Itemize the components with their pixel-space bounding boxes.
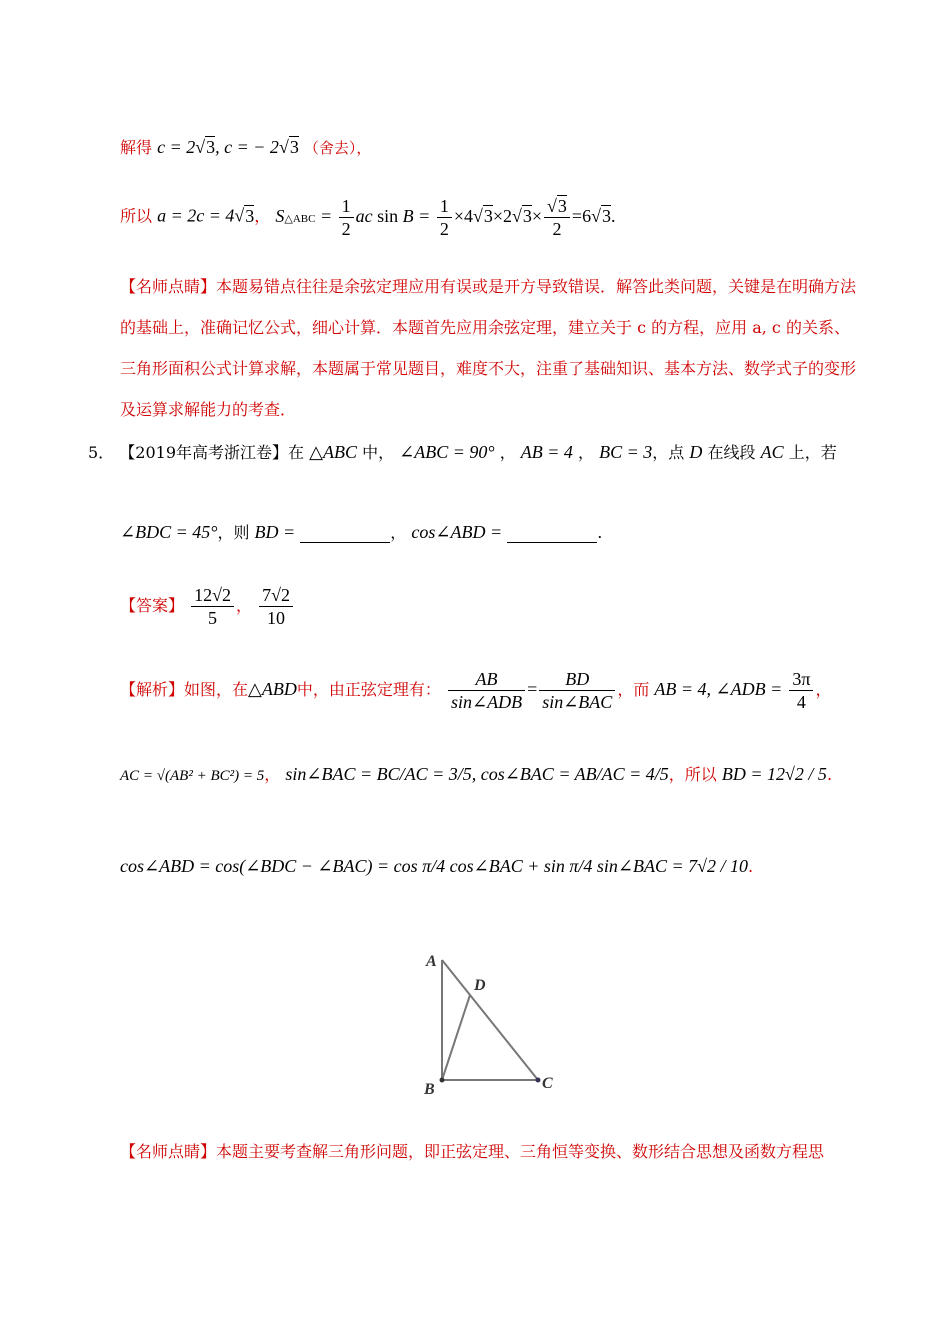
- line2-prefix: 所以: [120, 206, 153, 226]
- f2-den: sin∠BAC: [542, 692, 613, 712]
- teacher-note-2: [120, 1131, 865, 1172]
- problem-bc: BC = 3: [599, 442, 653, 462]
- problem-5-line-1: 5． 【2019年高考浙江卷】在 △ABC 中， ∠ABC = 90° ， AB = 4 ， BC = 3，点 D 在线段 AC 上，若: [88, 442, 837, 462]
- f1-num: AB: [448, 668, 525, 691]
- line1-suffix: （舍去），: [303, 139, 372, 157]
- answer-2-num: 7√2: [259, 584, 293, 607]
- note1-text: 本题易错点往往是余弦定理应用有误或是开方导致错误．解答此类问题，关键是在明确方法的基础上，准确记忆公式，细心计算．本题首先应用余弦定理，建立关于 c 的方程，应用 a, c 的关系、三角形面积公式计算求解，本题属于常见题目，难度不大，注重了基础知识、基本方法、数学式子的变形及运算求解能力的考查．: [120, 277, 857, 419]
- line1-prefix: 解得: [120, 138, 153, 157]
- bd-question: BD =: [254, 522, 296, 542]
- sine-law-left: [448, 668, 525, 713]
- point-b: [440, 1078, 445, 1083]
- note2-text: 本题主要考查解三角形问题，即正弦定理、三角恒等变换、数形结合思想及函数方程思: [216, 1142, 825, 1161]
- teacher-note-1: [120, 266, 865, 430]
- analysis-text-3: ，而: [617, 680, 650, 699]
- g-num: 3π: [789, 668, 813, 691]
- problem-text-d: 在线段: [707, 443, 756, 462]
- analysis-text-1: 如图，在: [184, 680, 249, 699]
- problem-text-e: 上，若: [788, 443, 837, 462]
- analysis-line-1: 【解析】如图，在△ABD中，由正弦定理有： $\frac{AB}{\text{sin∠ADB}}$ = $\frac{BD}{\text{sin∠BAC}}$ ，而 AB = 4, ∠ADB = $\frac{3\pi}{4}$ ，: [120, 669, 832, 712]
- point-c: [536, 1078, 541, 1083]
- label-d: D: [474, 977, 486, 994]
- note2-tag: 【名师点睛】: [120, 1142, 217, 1161]
- answer-2-den: 10: [267, 608, 286, 628]
- answer-tag: 【答案】: [120, 596, 185, 615]
- line2-math-a: a = 2c = 4√3: [157, 205, 255, 226]
- problem-tri: △ABC: [309, 442, 357, 462]
- bd-result: BD = 12√2 / 5: [721, 764, 827, 784]
- problem-then: ，则: [217, 523, 250, 542]
- triangle-figure: [420, 950, 560, 1100]
- bd-answer-blank[interactable]: [300, 524, 390, 543]
- problem-number: 5．: [88, 443, 115, 462]
- problem-condition: ∠BDC = 45°: [120, 522, 218, 542]
- line2-comma: ，: [254, 206, 271, 226]
- line2-math-s: S△ABC = $\frac{1}{2}$ ac sin B = $\frac{1}{2}$ ×4√3×2√3× $\frac{√3}{2}$ =6√3.: [275, 196, 616, 239]
- sin-bac-equation: sin∠BAC = BC/AC = 3/5, cos∠BAC = AB/AC = 4/5: [285, 764, 669, 784]
- answer-1-num: 12√2: [191, 584, 234, 607]
- problem-d: D: [689, 442, 703, 462]
- solution-line-1: [120, 135, 371, 158]
- analysis-so: 所以: [684, 765, 717, 784]
- problem-5-line-2: ∠BDC = 45°，则 BD = ， cos∠ABD = .: [120, 522, 603, 542]
- label-a: A: [426, 953, 437, 970]
- cos-abd-equation: cos∠ABD = cos(∠BDC − ∠BAC) = cos π/4 cos∠BAC + sin π/4 sin∠BAC = 7√2 / 10: [120, 856, 749, 876]
- analysis-tag: 【解析】: [120, 680, 185, 699]
- answer-sep: ，: [236, 596, 253, 615]
- sine-law-right: [539, 668, 615, 713]
- note1-tag: 【名师点睛】: [120, 277, 217, 296]
- answer-2: [259, 584, 293, 629]
- cos-answer-blank[interactable]: [507, 524, 597, 543]
- angle-adb: [789, 668, 813, 713]
- line1-math: c = 2√3, c = − 2√3: [157, 137, 299, 157]
- analysis-line-2: AC = √(AB² + BC²) = 5， sin∠BAC = BC/AC = 3/5, cos∠BAC = AB/AC = 4/5，所以 BD = 12√2 / 5.: [120, 764, 833, 784]
- ac-equation: AC = √(AB² + BC²) = 5: [120, 768, 265, 784]
- problem-ab: AB = 4: [520, 442, 573, 462]
- problem-end: .: [597, 523, 603, 542]
- problem-ac: AC: [760, 442, 784, 462]
- f2-num: BD: [539, 668, 615, 691]
- analysis-given: AB = 4, ∠ADB =: [654, 679, 783, 699]
- segment-bd: [442, 995, 470, 1080]
- problem-source: 【2019年高考浙江卷】: [119, 443, 289, 462]
- label-c: C: [542, 1075, 553, 1092]
- analysis-line-3: cos∠ABD = cos(∠BDC − ∠BAC) = cos π/4 cos∠BAC + sin π/4 sin∠BAC = 7√2 / 10.: [120, 856, 754, 876]
- g-den: 4: [796, 692, 806, 712]
- answer-1-den: 5: [208, 608, 218, 628]
- problem-text-c: ，点: [652, 443, 685, 462]
- label-b: B: [424, 1081, 435, 1098]
- problem-text-b: 中，: [362, 443, 395, 462]
- analysis-text-2: 中，由正弦定理有：: [296, 680, 441, 699]
- answer-line: [120, 584, 295, 629]
- analysis-tri: △ABD: [248, 679, 297, 699]
- analysis-comma: ，: [815, 680, 832, 699]
- answer-1: [191, 584, 234, 629]
- solution-line-2: [120, 195, 615, 240]
- side-ac: [442, 960, 538, 1080]
- cos-question: cos∠ABD =: [411, 522, 503, 542]
- f1-den: sin∠ADB: [450, 692, 523, 712]
- problem-angle: ∠ABC = 90°: [399, 442, 495, 462]
- problem-text-a: 在: [288, 443, 305, 462]
